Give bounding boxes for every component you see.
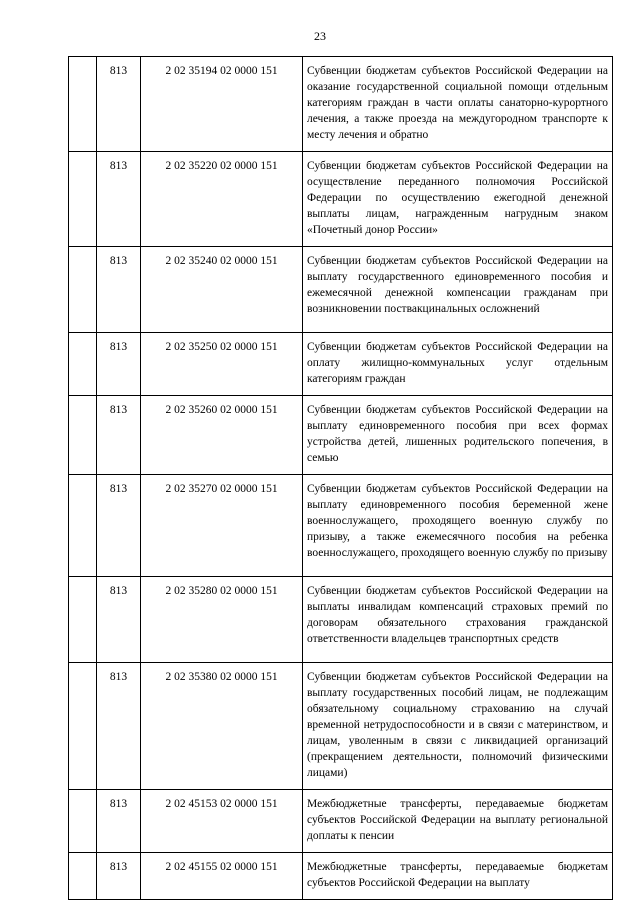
budget-code-cell: 2 02 35240 02 0000 151 <box>141 247 303 333</box>
description-cell: Субвенции бюджетам субъектов Российской Федерации на выплату государственного единовременного пособия и ежемесячной денежной компенсации гражданам при возникновении поствакцинальных осложнений <box>303 247 613 333</box>
table-row <box>69 577 613 663</box>
budget-code-cell: 2 02 35280 02 0000 151 <box>141 577 303 663</box>
description-cell: Субвенции бюджетам субъектов Российской Федерации на оплату жилищно-коммунальных услуг отдельным категориям граждан <box>303 333 613 396</box>
admin-code-cell: 813 <box>97 333 141 396</box>
empty-cell <box>69 333 97 396</box>
empty-cell <box>69 396 97 475</box>
description-cell: Субвенции бюджетам субъектов Российской Федерации на выплаты инвалидам компенсаций страховых премий по договорам обязательного страхования гражданской ответственности владельцев транспортных средств <box>303 577 613 663</box>
admin-code-cell: 813 <box>97 152 141 247</box>
description-cell: Субвенции бюджетам субъектов Российской Федерации на осуществление переданного полномочия Российской Федерации по осуществлению ежегодной денежной выплаты лицам, награжденным нагрудным знаком «Почетный донор России» <box>303 152 613 247</box>
budget-code-cell: 2 02 35270 02 0000 151 <box>141 475 303 577</box>
empty-cell <box>69 247 97 333</box>
description-cell: Межбюджетные трансферты, передаваемые бюджетам субъектов Российской Федерации на выплату региональной доплаты к пенсии <box>303 790 613 853</box>
budget-code-cell: 2 02 45155 02 0000 151 <box>141 853 303 900</box>
empty-cell <box>69 577 97 663</box>
admin-code-cell: 813 <box>97 663 141 790</box>
empty-cell <box>69 152 97 247</box>
empty-cell <box>69 853 97 900</box>
budget-code-cell: 2 02 35194 02 0000 151 <box>141 57 303 152</box>
table-row <box>69 396 613 475</box>
empty-cell <box>69 790 97 853</box>
admin-code-cell: 813 <box>97 247 141 333</box>
admin-code-cell: 813 <box>97 57 141 152</box>
admin-code-cell: 813 <box>97 577 141 663</box>
empty-cell <box>69 57 97 152</box>
page-number: 23 <box>314 29 326 43</box>
table-row <box>69 247 613 333</box>
description-cell: Субвенции бюджетам субъектов Российской Федерации на оказание государственной социальной помощи отдельным категориям граждан в части оплаты санаторно-курортного лечения, а также проезда на междугородном транспорте к месту лечения и обратно <box>303 57 613 152</box>
empty-cell <box>69 663 97 790</box>
admin-code-cell: 813 <box>97 853 141 900</box>
table-row <box>69 152 613 247</box>
budget-code-cell: 2 02 35220 02 0000 151 <box>141 152 303 247</box>
admin-code-cell: 813 <box>97 790 141 853</box>
budget-classification-table <box>68 56 613 900</box>
admin-code-cell: 813 <box>97 475 141 577</box>
budget-code-cell: 2 02 35260 02 0000 151 <box>141 396 303 475</box>
admin-code-cell: 813 <box>97 396 141 475</box>
description-cell: Межбюджетные трансферты, передаваемые бюджетам субъектов Российской Федерации на выплату <box>303 853 613 900</box>
table-row <box>69 663 613 790</box>
table-row <box>69 475 613 577</box>
table-row <box>69 57 613 152</box>
budget-code-cell: 2 02 35250 02 0000 151 <box>141 333 303 396</box>
table-row <box>69 333 613 396</box>
table-row <box>69 790 613 853</box>
budget-code-cell: 2 02 35380 02 0000 151 <box>141 663 303 790</box>
description-cell: Субвенции бюджетам субъектов Российской Федерации на выплату единовременного пособия при всех формах устройства детей, лишенных родительского попечения, в семью <box>303 396 613 475</box>
description-cell: Субвенции бюджетам субъектов Российской Федерации на выплату единовременного пособия беременной жене военнослужащего, проходящего военную службу по призыву, а также ежемесячного пособия на ребенка военнослужащего, проходящего военную службу по призыву <box>303 475 613 577</box>
description-cell: Субвенции бюджетам субъектов Российской Федерации на выплату государственных пособий лицам, не подлежащим обязательному социальному страхованию на случай временной нетрудоспособности и в связи с материнством, и лицам, уволенным в связи с ликвидацией организаций (прекращением деятельности, полномочий физическими лицами) <box>303 663 613 790</box>
budget-code-cell: 2 02 45153 02 0000 151 <box>141 790 303 853</box>
empty-cell <box>69 475 97 577</box>
table-row <box>69 853 613 900</box>
